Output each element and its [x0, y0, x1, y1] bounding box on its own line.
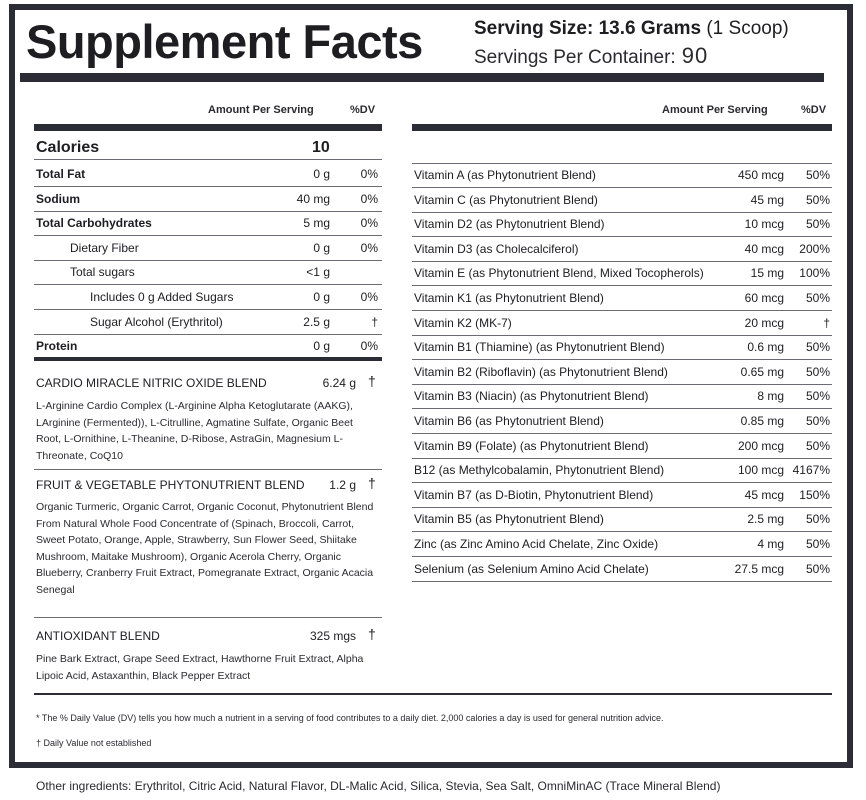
nutrient-dv: 50%: [805, 364, 830, 379]
nutrient-name: Vitamin C (as Phytonutrient Blend): [414, 192, 598, 207]
right-dv-header: %DV: [801, 104, 827, 116]
nutrient-amount: 20 mcg: [744, 315, 784, 330]
blend-ingredients: Organic Turmeric, Organic Carrot, Organic Coconut, Phytonutrient Blend From Natural Whole Food Concentrate of (Spinach, Broccoli, Carrot, Sweet Potato, Orange, Apple, Strawberry, Sun Flower Seed, Shiitake Mushroom, Maitake Mushroom), Organic Acerola Cherry, Organic Blueberry, Cranberry Fruit Extract, Pomegranate Extract, Organic Acacia Senegal: [36, 501, 374, 596]
nutrient-name: Vitamin B3 (Niacin) (as Phytonutrient Blend): [414, 389, 649, 404]
nutrient-name: Vitamin D3 (as Cholecalciferol): [414, 241, 579, 256]
nutrient-name: Vitamin K1 (as Phytonutrient Blend): [414, 291, 604, 305]
right-nutrient-row: [412, 287, 832, 311]
left-nutrient-row: [34, 261, 382, 285]
nutrient-amount: <1 g: [306, 265, 330, 280]
servings-per-container: [474, 43, 789, 69]
right-nutrient-row: [412, 459, 832, 483]
nutrient-amount: 0.85 mg: [740, 414, 784, 428]
right-nutrient-row: [412, 262, 832, 286]
calories-row: [34, 136, 382, 160]
blend-separator: [34, 617, 382, 618]
serving-size-label: Serving Size: 13.6 Grams: [474, 18, 702, 39]
serving-info: [474, 18, 789, 69]
blend-dv: †: [368, 373, 376, 389]
right-nutrient-row: [412, 533, 832, 557]
left-dv-header: %DV: [350, 104, 376, 116]
nutrient-name: Vitamin B9 (Folate) (as Phytonutrient Blend): [414, 438, 649, 453]
nutrient-name: Vitamin B1 (Thiamine) (as Phytonutrient Blend): [414, 340, 665, 355]
nutrient-name: Zinc (as Zinc Amino Acid Chelate, Zinc Oxide): [414, 537, 659, 551]
servings-per-container-value: 90: [681, 43, 709, 68]
nutrient-dv: 200%: [799, 241, 830, 256]
nutrient-dv: 0%: [360, 191, 378, 206]
right-nutrient-row: [412, 385, 832, 409]
nutrient-name: Vitamin E (as Phytonutrient Blend, Mixed Tocopherols): [414, 266, 704, 281]
nutrient-dv: 50%: [805, 414, 830, 428]
nutrient-dv: 50%: [805, 438, 830, 453]
nutrient-name: Selenium (as Selenium Amino Acid Chelate): [414, 561, 649, 576]
nutrient-name: Includes 0 g Added Sugars: [90, 290, 234, 304]
left-nutrient-row: [34, 311, 382, 335]
top-divider-bar: [20, 73, 824, 82]
other-ingredients: Other ingredients: Erythritol, Citric Acid, Natural Flavor, DL-Malic Acid, Silica, Stevia, Sea Salt, OmniMinAC (Trace Mineral Blend): [36, 779, 721, 793]
nutrient-amount: 27.5 mcg: [734, 561, 784, 576]
nutrient-name: Vitamin A (as Phytonutrient Blend): [414, 168, 596, 182]
right-nutrient-row: [412, 336, 832, 360]
nutrient-name: Protein: [36, 339, 78, 354]
left-nutrient-row: [34, 188, 382, 212]
nutrient-amount: 40 mcg: [744, 241, 784, 256]
blend-dv: †: [368, 626, 376, 642]
nutrient-amount: 2.5 mg: [747, 512, 784, 527]
nutrient-dv: 0%: [360, 240, 378, 255]
right-nutrient-row: [412, 410, 832, 434]
right-nutrient-row: [412, 189, 832, 213]
nutrient-dv: 50%: [805, 192, 830, 207]
blend-name: CARDIO MIRACLE NITRIC OXIDE BLEND: [36, 376, 267, 390]
nutrient-dv: †: [371, 314, 378, 329]
blend-separator: [34, 469, 382, 470]
right-header-bar: [412, 124, 832, 131]
nutrient-dv: 0%: [360, 167, 378, 181]
blend-amount: 325 mgs: [309, 629, 356, 643]
right-nutrient-row: [412, 508, 832, 532]
blend-name: FRUIT & VEGETABLE PHYTONUTRIENT BLEND: [36, 478, 305, 492]
blend-dv: †: [368, 475, 376, 491]
right-amount-header: Amount Per Serving: [662, 104, 768, 116]
nutrient-dv: 150%: [799, 487, 830, 502]
nutrient-name: Vitamin D2 (as Phytonutrient Blend): [414, 217, 605, 232]
nutrient-dv: 50%: [805, 389, 830, 404]
nutrient-amount: 45 mcg: [744, 487, 784, 502]
nutrient-dv: †: [823, 315, 830, 330]
blend-ingredients: L-Arginine Cardio Complex (L-Arginine Alpha Ketoglutarate (AAKG), LArginine (Fermented)), L-Citrulline, Agmatine Sulfate, Organic Beet Root, L-Ornithine, L-Theanine, D-Ribose, AstraGin, Magnesium L-Threonate, CoQ10: [36, 400, 353, 462]
nutrient-name: B12 (as Methylcobalamin, Phytonutrient Blend): [414, 463, 665, 478]
nutrient-name: Vitamin K2 (MK-7): [414, 315, 512, 330]
serving-size: [474, 18, 789, 40]
right-nutrient-row: [412, 558, 832, 582]
nutrient-dv: 50%: [805, 537, 830, 551]
footnote-divider: [34, 693, 832, 695]
nutrient-amount: 10 mcg: [744, 217, 784, 232]
left-header-bar: [34, 124, 382, 131]
nutrient-name: Sodium: [36, 191, 80, 206]
dagger-footnote: † Daily Value not established: [36, 738, 152, 748]
nutrient-name: Vitamin B7 (as D-Biotin, Phytonutrient Blend): [414, 487, 654, 502]
serving-size-paren: (1 Scoop): [706, 18, 789, 39]
left-nutrient-row: [34, 237, 382, 261]
nutrient-amount: 4 mg: [757, 537, 784, 551]
right-nutrient-row: [412, 484, 832, 508]
blend-name: ANTIOXIDANT BLEND: [36, 629, 160, 643]
nutrient-name: Total Carbohydrates: [36, 216, 152, 231]
nutrient-dv: 0%: [360, 216, 378, 231]
nutrient-amount: 5 mg: [303, 216, 330, 231]
nutrient-amount: 0 g: [313, 290, 330, 304]
nutrient-amount: 0 g: [313, 240, 330, 255]
right-nutrient-row: [412, 238, 832, 262]
right-nutrient-row: [412, 164, 832, 188]
nutrient-amount: 0.65 mg: [740, 364, 784, 379]
nutrient-dv: 50%: [805, 291, 830, 305]
nutrient-dv: 50%: [805, 561, 830, 576]
servings-per-container-label: Servings Per Container:: [474, 47, 676, 68]
left-nutrient-row: [34, 212, 382, 236]
nutrient-dv: 50%: [805, 340, 830, 355]
nutrient-name: Vitamin B2 (Riboflavin) (as Phytonutrient Blend): [414, 364, 668, 379]
right-nutrient-row: [412, 213, 832, 237]
nutrient-dv: 4167%: [792, 463, 830, 478]
nutrient-amount: 450 mcg: [737, 168, 784, 182]
nutrient-amount: 40 mg: [296, 191, 330, 206]
nutrient-amount: 15 mg: [750, 266, 784, 281]
nutrient-dv: 100%: [799, 266, 830, 281]
calories-value: 10: [312, 139, 330, 156]
left-nutrient-row: [34, 286, 382, 310]
nutrient-name: Total sugars: [70, 265, 135, 280]
blend-ingredients: Pine Bark Extract, Grape Seed Extract, Hawthorne Fruit Extract, Alpha Lipoic Acid, Astaxanthin, Black Pepper Extract: [36, 653, 364, 682]
left-nutrient-row: [34, 163, 382, 187]
left-nutrient-row: [34, 335, 382, 361]
nutrient-dv: 50%: [805, 168, 830, 182]
nutrient-name: Dietary Fiber: [70, 240, 139, 255]
right-nutrient-row: [412, 361, 832, 385]
nutrient-amount: 100 mcg: [737, 463, 784, 478]
nutrient-amount: 0.6 mg: [747, 340, 784, 355]
nutrient-amount: 60 mcg: [744, 291, 784, 305]
nutrient-name: Sugar Alcohol (Erythritol): [90, 314, 223, 329]
nutrient-amount: 8 mg: [757, 389, 784, 404]
nutrient-amount: 2.5 g: [303, 314, 330, 329]
nutrient-name: Total Fat: [36, 167, 86, 181]
nutrient-dv: 50%: [805, 217, 830, 232]
nutrient-name: Vitamin B6 (as Phytonutrient Blend): [414, 414, 604, 428]
nutrient-amount: 0 g: [313, 339, 330, 354]
panel-title: Supplement Facts: [26, 15, 423, 68]
calories-label: Calories: [36, 139, 100, 156]
nutrient-dv: 0%: [360, 339, 378, 354]
nutrient-amount: 45 mg: [750, 192, 784, 207]
right-nutrient-row: [412, 312, 832, 336]
dv-footnote: * The % Daily Value (DV) tells you how much a nutrient in a serving of food contributes to a daily diet. 2,000 calories a day is used for general nutrition advice.: [36, 713, 664, 723]
blend-amount: 1.2 g: [329, 478, 356, 492]
left-amount-header: Amount Per Serving: [208, 104, 314, 116]
nutrient-name: Vitamin B5 (as Phytonutrient Blend): [414, 512, 604, 527]
right-nutrient-row: [412, 435, 832, 459]
nutrient-amount: 200 mcg: [737, 438, 784, 453]
nutrient-dv: 50%: [805, 512, 830, 527]
blend-amount: 6.24 g: [322, 376, 356, 390]
nutrient-dv: 0%: [360, 290, 378, 304]
nutrient-amount: 0 g: [313, 167, 330, 181]
